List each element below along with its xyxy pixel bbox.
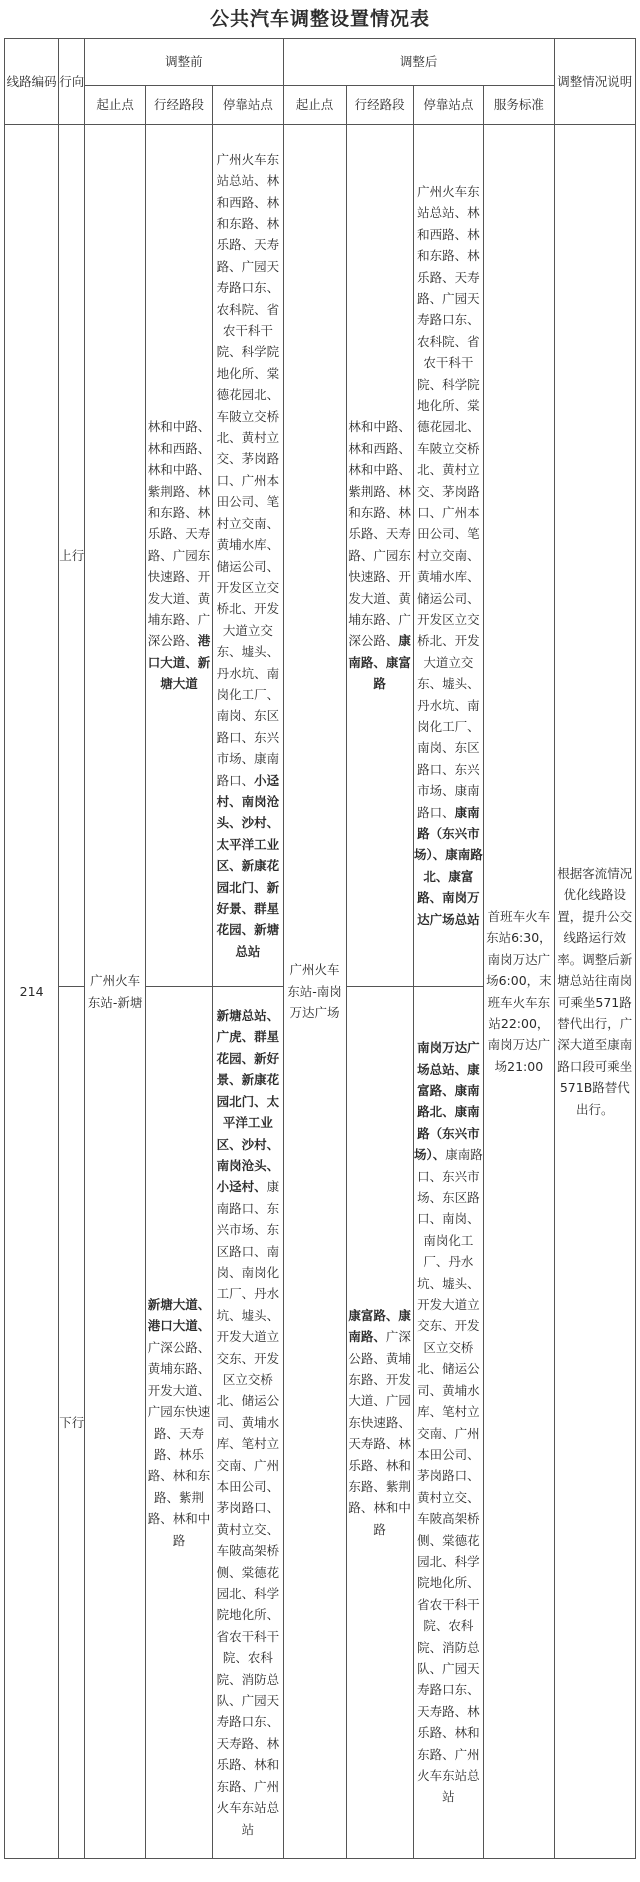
before-stops-up-bold: 小迳村、南岗沧头、沙村、太平洋工业区、新康花园北门、新好景、群星花园、新塘总站 [216, 772, 280, 959]
before-terminals-cell [85, 125, 146, 1859]
header-after: 调整后 [283, 39, 554, 86]
header-after-terminals: 起止点 [283, 86, 346, 125]
after-stops-up [413, 125, 483, 987]
after-route-up-normal: 林和中路、林和西路、林和中路、紫荆路、林和东路、林乐路、天寿路、广园东快速路、开发大道、黄埔东路、广深公路、 [348, 419, 411, 649]
explanation-text: 根据客流情况优化线路设置，提升公交线路运行效率。调整后新塘总站往南岗可乘坐571路替代出行，广深大道至康南路口段可乘坐571B路替代出行。 [557, 866, 633, 1117]
before-route-up [145, 125, 212, 987]
service-cell [484, 125, 554, 1859]
after-route-up-bold: 康南路、康富路 [348, 633, 411, 692]
service-text: 首班车火车东站6:30，南岗万达广场6:00，末班车火车东站22:00，南岗万达广场21:00 [486, 908, 552, 1074]
header-before: 调整前 [85, 39, 283, 86]
direction-down: 下行 [59, 987, 85, 1859]
before-stops-down-normal: 康南路口、东兴市场、东区路口、南岗、南岗化工厂、丹水坑、墟头、开发大道立交东、开发区立交桥北、储运公司、黄埔水库、笔村立交南、广州本田公司、茅岗路口、黄村立交、车陂高架桥侧、棠德花园北、科学院地化所、省农干科干院、农科院、消防总队、广园天寿路口东、天寿路、林乐路、林和东路、广州火车东站总站 [216, 1179, 280, 1837]
after-route-down-bold: 康富路、康南路、 [348, 1307, 411, 1345]
table-row-up [5, 125, 636, 987]
before-stops-up-normal: 广州火车东站总站、林和西路、林和东路、林乐路、天寿路、广园天寿路口东、农科院、省农干科干院、科学院地化所、棠德花园北、车陂立交桥北、黄村立交、茅岗路口、广州本田公司、笔村立交南、黄埔水库、储运公司、开发区立交桥北、开发大道立交东、墟头、丹水坑、南岗化工厂、南岗、东区路口、东兴市场、康南路口、 [216, 151, 280, 788]
after-route-down [346, 987, 413, 1859]
after-stops-up-normal: 广州火车东站总站、林和西路、林和东路、林乐路、天寿路、广园天寿路口东、农科院、省农干科干院、科学院地化所、棠德花园北、车陂立交桥北、黄村立交、茅岗路口、广州本田公司、笔村立交南、黄埔水库、储运公司、开发区立交桥北、开发大道立交东、墟头、丹水坑、南岗化工厂、南岗、东区路口、东兴市场、康南路口、 [417, 183, 480, 820]
header-row-2 [5, 86, 636, 125]
after-terminals-text: 广州火车东站-南岗万达广场 [287, 962, 342, 1021]
header-row-1 [5, 39, 636, 86]
explanation-cell [554, 125, 635, 1859]
header-after-route: 行经路段 [346, 86, 413, 125]
before-route-down [145, 987, 212, 1859]
after-stops-down [413, 987, 483, 1859]
header-before-route: 行经路段 [145, 86, 212, 125]
before-route-down-bold: 新塘大道、港口大道、 [147, 1297, 211, 1334]
adjustment-table [4, 38, 636, 1859]
after-terminals-cell [283, 125, 346, 1859]
direction-up: 上行 [59, 125, 85, 987]
after-stops-up-bold: 康南路（东兴市场）、康南路北、康富路、南岗万达广场总站 [414, 804, 483, 927]
after-stops-down-normal: 康南路口、东兴市场、东区路口、南岗、南岗化工厂、丹水坑、墟头、开发大道立交东、开发区立交桥北、储运公司、黄埔水库、笔村立交南、广州本田公司、茅岗路口、黄村立交、车陂高架桥侧、棠德花园北、科学院地化所、省农干科干院、农科院、消防总队、广园天寿路口东、天寿路、林乐路、林和东路、广州火车东站总站 [417, 1147, 483, 1805]
after-stops-down-bold: 南岗万达广场总站、康富路、康南路北、康南路（东兴市场）、 [414, 1040, 480, 1163]
header-line-code: 线路编码 [5, 39, 59, 125]
header-service: 服务标准 [484, 86, 554, 125]
before-stops-down [213, 987, 284, 1859]
header-after-stops: 停靠站点 [413, 86, 483, 125]
after-route-up [346, 125, 413, 987]
page-title: 公共汽车调整设置情况表 [209, 8, 430, 30]
before-route-up-normal: 林和中路、林和西路、林和中路、紫荆路、林和东路、林乐路、天寿路、广园东快速路、开发大道、黄埔东路、广深公路、 [147, 419, 211, 649]
header-explanation: 调整情况说明 [554, 39, 635, 125]
before-terminals-text: 广州火车东站-新塘 [87, 973, 143, 1010]
header-before-terminals: 起止点 [85, 86, 146, 125]
header-before-stops: 停靠站点 [213, 86, 284, 125]
line-code-cell: 214 [5, 125, 59, 1859]
before-stops-up [213, 125, 284, 987]
before-stops-down-bold: 新塘总站、广虎、群星花园、新好景、新康花园北门、太平洋工业区、沙村、南岗沧头、小迳村、 [216, 1008, 280, 1195]
before-route-up-bold: 港口大道、新塘大道 [147, 633, 211, 692]
before-route-down-normal: 广深公路、黄埔东路、开发大道、广园东快速路、天寿路、林乐路、林和东路、紫荆路、林和中路 [147, 1339, 211, 1548]
after-route-down-normal: 广深公路、黄埔东路、开发大道、广园东快速路、天寿路、林乐路、林和东路、紫荆路、林和中路 [348, 1329, 411, 1537]
header-direction: 行向 [59, 39, 85, 125]
